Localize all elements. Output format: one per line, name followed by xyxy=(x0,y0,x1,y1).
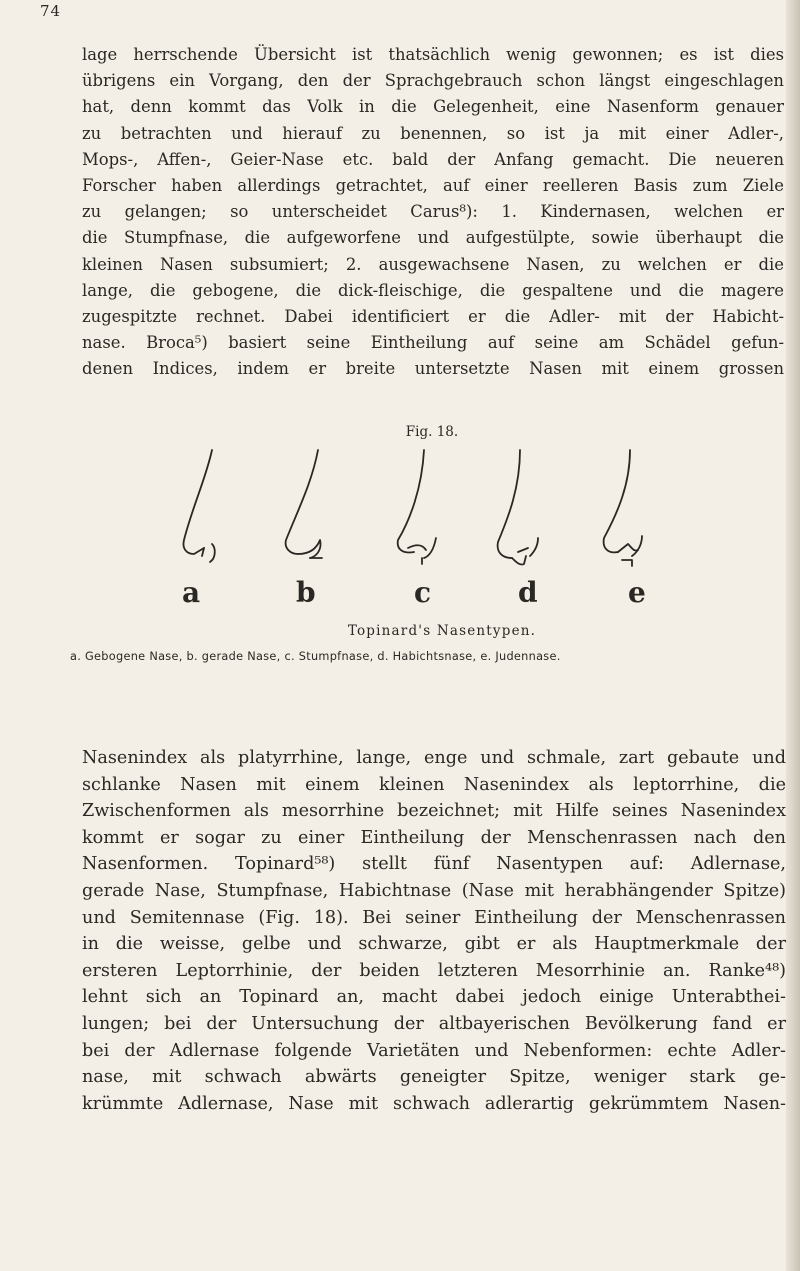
figure-label: Fig. 18. xyxy=(405,424,459,440)
letter-b: b xyxy=(296,576,316,609)
text-line: Nasenindex als platyrrhine, lange, enge und schmale, zart gebaute und xyxy=(82,748,786,768)
text-line: Forscher haben allerdings getrachtet, auf einer reelleren Basis zum Ziele xyxy=(82,176,784,196)
text-line: krümmte Adlernase, Nase mit schwach adlerartig gekrümmtem Nasen- xyxy=(82,1093,786,1114)
text-line: lage herrschende Übersicht ist thatsächlich wenig gewonnen; es ist dies xyxy=(82,45,784,64)
text-line: Mops-, Affen-, Geier-Nase etc. bald der Anfang gemacht. Die neueren xyxy=(82,149,784,169)
page-edge xyxy=(786,0,800,1271)
letter-d: d xyxy=(518,576,538,609)
text-line: zu gelangen; so unterscheidet Carus⁸): 1. Kindernasen, welchen er xyxy=(82,202,784,222)
paragraph-2 xyxy=(82,745,786,1117)
text-line: lungen; bei der Untersuchung der altbayerischen Bevölkerung fand er xyxy=(82,1013,786,1034)
figure-legend: a. Gebogene Nase, b. gerade Nase, c. Stumpfnase, d. Habichtsnase, e. Judennase. xyxy=(70,650,561,663)
text-line: Nasenformen. Topinard⁵⁸) stellt fünf Nasentypen auf: Adlernase, xyxy=(82,854,786,875)
nose-profile-d xyxy=(498,450,538,565)
nose-profile-e xyxy=(604,450,642,566)
text-line: die Stumpfnase, die aufgeworfene und aufgestülpte, sowie überhaupt die xyxy=(82,228,784,248)
figure-letters xyxy=(172,576,732,612)
text-line: und Semitennase (Fig. 18). Bei seiner Eintheilung der Menschenrassen xyxy=(82,907,786,928)
page-number: 74 xyxy=(40,2,62,20)
letter-c: c xyxy=(414,576,432,609)
letter-e: e xyxy=(628,576,646,609)
text-line: übrigens ein Vorgang, den der Sprachgebrauch schon längst eingeschlagen xyxy=(82,71,784,91)
text-line: zugespitzte rechnet. Dabei identificiert er die Adler- mit der Habicht- xyxy=(82,307,784,327)
paragraph-1 xyxy=(82,42,784,383)
text-line: bei der Adlernase folgende Varietäten und Nebenformen: echte Adler- xyxy=(82,1040,786,1061)
text-line: lehnt sich an Topinard an, macht dabei jedoch einige Unterabthei- xyxy=(82,987,786,1008)
figure-18 xyxy=(70,424,732,714)
text-line: lange, die gebogene, die dick-fleischige, die gespaltene und die magere xyxy=(82,280,784,300)
text-line: schlanke Nasen mit einem kleinen Nasenindex als leptorrhine, die xyxy=(82,774,786,795)
nose-profiles-illustration xyxy=(172,448,732,578)
letter-a: a xyxy=(182,576,201,609)
nose-profile-c xyxy=(398,450,436,564)
text-line: denen Indices, indem er breite untersetzte Nasen mit einem grossen xyxy=(82,359,784,379)
text-line: kleinen Nasen subsumiert; 2. ausgewachsene Nasen, zu welchen er die xyxy=(82,254,784,274)
text-line: ersteren Leptorrhinie, der beiden letzteren Mesorrhinie an. Ranke⁴⁸) xyxy=(82,960,786,981)
text-line: kommt er sogar zu einer Eintheilung der Menschenrassen nach den xyxy=(82,827,786,848)
text-line: hat, denn kommt das Volk in die Gelegenheit, eine Nasenform genauer xyxy=(82,97,784,117)
text-line: gerade Nase, Stumpfnase, Habichtnase (Nase mit herabhängender Spitze) xyxy=(82,880,786,901)
text-line: Zwischenformen als mesorrhine bezeichnet; mit Hilfe seines Nasenindex xyxy=(82,801,786,822)
text-line: zu betrachten und hierauf zu benennen, so ist ja mit einer Adler-, xyxy=(82,123,784,143)
text-line: in die weisse, gelbe und schwarze, gibt er als Hauptmerkmale der xyxy=(82,934,786,955)
nose-profile-b xyxy=(286,450,322,558)
text-line: nase, mit schwach abwärts geneigter Spitze, weniger stark ge- xyxy=(82,1067,786,1088)
text-line: nase. Broca⁵) basiert seine Eintheilung auf seine am Schädel gefun- xyxy=(82,333,784,353)
nose-profile-a xyxy=(183,450,214,562)
figure-title: Topinard's Nasentypen. xyxy=(347,623,537,639)
